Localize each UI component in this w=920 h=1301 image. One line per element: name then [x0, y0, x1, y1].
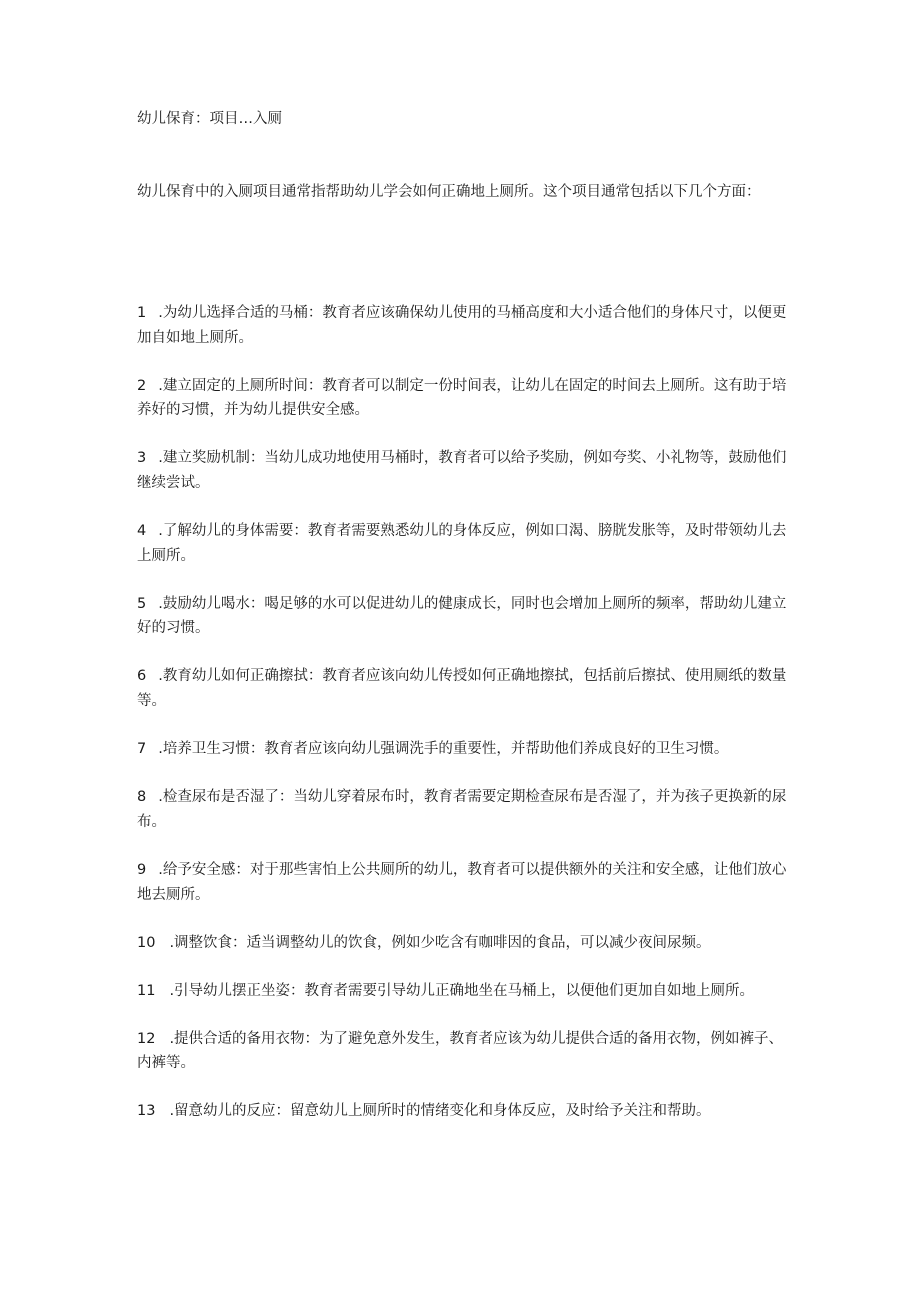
list-item: [137, 737, 787, 762]
list-item: [137, 301, 787, 350]
list-item: [137, 979, 787, 1004]
item-text: .鼓励幼儿喝水：喝足够的水可以促进幼儿的健康成长，同时也会增加上厕所的频率，帮助幼儿建立好的习惯。: [137, 595, 787, 637]
item-text: .给予安全感：对于那些害怕上公共厕所的幼儿，教育者可以提供额外的关注和安全感，让他们放心地去厕所。: [137, 861, 787, 903]
item-text: .为幼儿选择合适的马桶：教育者应该确保幼儿使用的马桶高度和大小适合他们的身体尺寸，以便更加自如地上厕所。: [137, 305, 787, 346]
item-text: .调整饮食：适当调整幼儿的饮食，例如少吃含有咖啡因的食品，可以减少夜间尿频。: [169, 934, 711, 951]
intro-paragraph: 幼儿保育中的入厕项目通常指帮助幼儿学会如何正确地上厕所。这个项目通常包括以下几个方面：: [137, 184, 761, 200]
list-item: [137, 1099, 787, 1124]
item-number: 10: [137, 934, 156, 951]
item-text: .引导幼儿摆正坐姿：教育者需要引导幼儿正确地坐在马桶上，以便他们更加自如地上厕所。: [169, 982, 755, 999]
list-item: [137, 519, 787, 568]
item-text: .留意幼儿的反应：留意幼儿上厕所时的情绪变化和身体反应，及时给予关注和帮助。: [169, 1103, 711, 1120]
item-text: .检查尿布是否湿了：当幼儿穿着尿布时，教育者需要定期检查尿布是否湿了，并为孩子更换新的尿布。: [137, 789, 787, 830]
item-number: 1: [137, 305, 147, 321]
item-number: 7: [137, 741, 147, 758]
document-title: 幼儿保育：项目…入厕: [137, 111, 282, 127]
list-item: [137, 858, 787, 907]
item-number: 6: [137, 668, 147, 685]
item-text: .建立奖励机制：当幼儿成功地使用马桶时，教育者可以给予奖励，例如夸奖、小礼物等，鼓励他们继续尝试。: [137, 450, 787, 491]
item-text: .建立固定的上厕所时间：教育者可以制定一份时间表，让幼儿在固定的时间去上厕所。这有助于培养好的习惯，并为幼儿提供安全感。: [137, 377, 787, 419]
item-number: 8: [137, 789, 147, 806]
list-item: [137, 664, 787, 713]
item-number: 11: [137, 982, 156, 999]
list-item: [137, 446, 787, 495]
item-number: 3: [137, 450, 147, 467]
list-item: [137, 374, 787, 423]
item-list: [137, 301, 787, 1148]
list-item: [137, 931, 787, 956]
item-text: .了解幼儿的身体需要：教育者需要熟悉幼儿的身体反应，例如口渴、膀胱发胀等，及时带领幼儿去上厕所。: [137, 523, 787, 564]
item-text: .培养卫生习惯：教育者应该向幼儿强调洗手的重要性，并帮助他们养成良好的卫生习惯。: [158, 741, 729, 758]
item-number: 13: [137, 1103, 156, 1120]
item-number: 12: [137, 1030, 156, 1047]
item-number: 4: [137, 523, 147, 540]
list-item: [137, 1027, 787, 1076]
item-number: 9: [137, 861, 147, 878]
item-number: 5: [137, 595, 147, 612]
list-item: [137, 592, 787, 641]
item-text: .教育幼儿如何正确擦拭：教育者应该向幼儿传授如何正确地擦拭，包括前后擦拭、使用厕纸的数量等。: [137, 668, 787, 710]
list-item: [137, 785, 787, 834]
item-number: 2: [137, 377, 147, 394]
item-text: .提供合适的备用衣物：为了避免意外发生，教育者应该为幼儿提供合适的备用衣物，例如裤子、内裤等。: [137, 1030, 784, 1072]
